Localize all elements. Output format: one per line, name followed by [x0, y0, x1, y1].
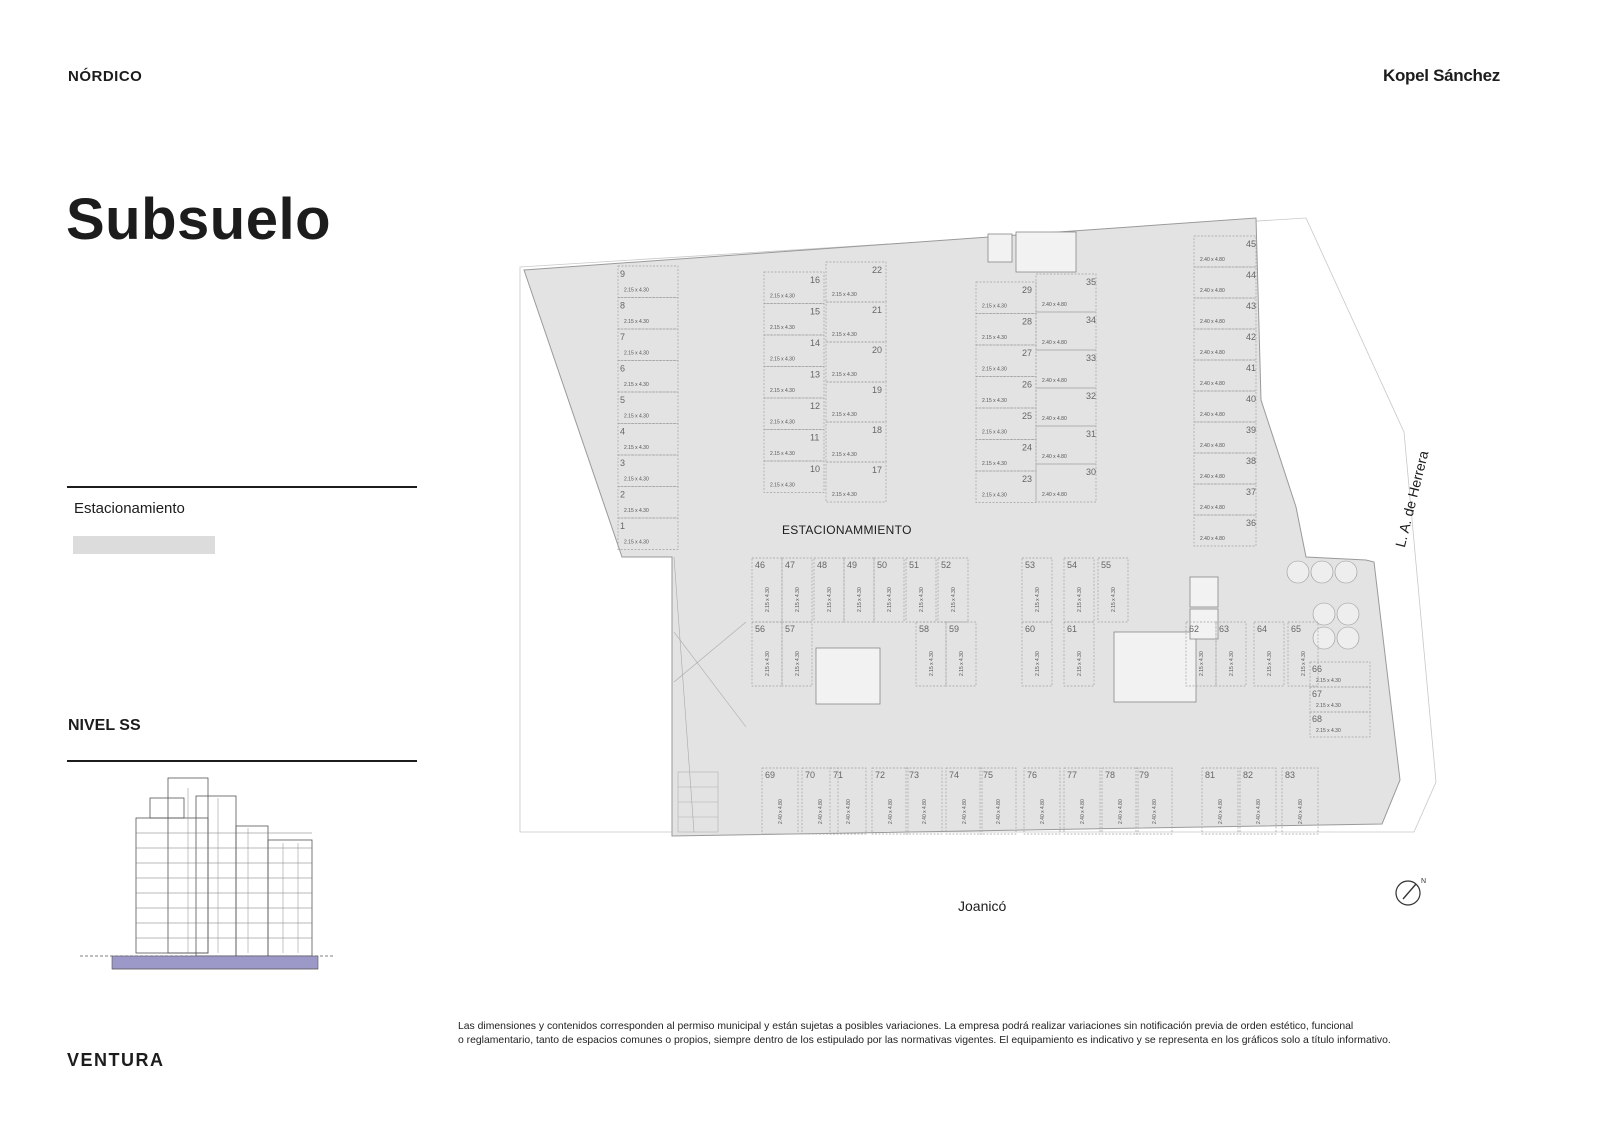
stall-number-76: 76 — [1027, 770, 1038, 780]
stall-dimension: 2.40 x 4.80 — [1200, 381, 1225, 387]
stall-number-68: 68 — [1312, 714, 1323, 724]
stall-number-56: 56 — [755, 624, 766, 634]
level-rule — [67, 760, 417, 762]
stall-dimension: 2.15 x 4.30 — [832, 492, 857, 498]
stall-dimension: 2.15 x 4.30 — [982, 366, 1007, 373]
stall-dimension: 2.15 x 4.30 — [624, 508, 649, 514]
stall-dimension: 2.15 x 4.30 — [770, 482, 795, 489]
parking-area — [524, 218, 1400, 836]
stall-number-38: 38 — [1246, 456, 1257, 466]
stall-dimension: 2.15 x 4.30 — [624, 539, 649, 546]
stall-number-48: 48 — [817, 560, 828, 570]
legend-swatch — [73, 536, 215, 554]
stall-number-45: 45 — [1246, 239, 1257, 249]
stall-dimension: 2.15 x 4.30 — [770, 325, 795, 331]
stall-number-64: 64 — [1257, 624, 1268, 634]
stall-dimension: 2.40 x 4.80 — [1200, 474, 1225, 480]
stall-number-2: 2 — [620, 489, 626, 500]
stall-number-10: 10 — [810, 464, 821, 474]
stall-number-53: 53 — [1025, 560, 1036, 570]
stall-dimension: 2.40 x 4.80 — [1152, 799, 1158, 824]
page-title: Subsuelo — [66, 187, 332, 252]
stall-number-28: 28 — [1022, 316, 1033, 327]
stall-number-73: 73 — [909, 770, 920, 780]
brand-kopel-sanchez-logo: Kopel Sánchez — [1382, 66, 1500, 85]
stall-number-74: 74 — [949, 770, 960, 780]
stall-dimension: 2.40 x 4.80 — [1040, 799, 1046, 824]
stall-number-11: 11 — [810, 432, 820, 443]
stall-dimension: 2.15 x 4.30 — [624, 319, 649, 325]
stall-number-63: 63 — [1219, 624, 1230, 634]
stall-number-25: 25 — [1022, 411, 1033, 421]
stall-number-72: 72 — [875, 770, 886, 780]
stall-number-34: 34 — [1086, 315, 1097, 325]
stall-number-19: 19 — [872, 385, 883, 395]
stall-dimension: 2.15 x 4.30 — [1077, 651, 1083, 676]
stall-dimension: 2.40 x 4.80 — [962, 799, 968, 824]
stall-number-62: 62 — [1189, 624, 1200, 634]
brand-ventura-logo: VENTURA — [67, 1050, 165, 1070]
stall-number-8: 8 — [620, 300, 626, 311]
stall-number-81: 81 — [1205, 770, 1216, 780]
stall-number-59: 59 — [949, 624, 960, 634]
stall-dimension: 2.40 x 4.80 — [1298, 799, 1304, 824]
stall-number-70: 70 — [805, 770, 816, 780]
stall-dimension: 2.40 x 4.80 — [846, 799, 852, 824]
stall-number-30: 30 — [1086, 467, 1097, 477]
building-section-drawing — [78, 768, 338, 978]
stall-dimension: 2.40 x 4.80 — [1042, 302, 1067, 308]
stall-dimension: 2.15 x 4.30 — [624, 350, 649, 357]
stall-dimension: 2.15 x 4.30 — [1077, 587, 1083, 612]
stall-dimension: 2.15 x 4.30 — [959, 651, 965, 676]
stall-number-40: 40 — [1246, 394, 1257, 404]
stall-dimension: 2.40 x 4.80 — [1200, 536, 1225, 542]
legend-label: Estacionamiento — [74, 500, 185, 517]
stall-number-51: 51 — [909, 560, 920, 570]
stall-dimension: 2.15 x 4.30 — [1316, 728, 1341, 734]
stall-dimension: 2.15 x 4.30 — [770, 388, 795, 394]
stall-dimension: 2.40 x 4.80 — [778, 799, 784, 824]
stall-number-33: 33 — [1086, 353, 1097, 363]
stall-number-54: 54 — [1067, 560, 1078, 570]
stall-dimension: 2.15 x 4.30 — [795, 651, 801, 676]
stall-dimension: 2.15 x 4.30 — [982, 492, 1007, 499]
street-label-herrera: L. A. de Herrera — [1392, 449, 1432, 549]
stall-number-65: 65 — [1291, 624, 1302, 634]
stall-dimension: 2.40 x 4.80 — [1200, 443, 1225, 449]
stall-number-22: 22 — [872, 265, 883, 275]
stair-core-east — [1114, 632, 1196, 702]
stall-dimension: 2.40 x 4.80 — [1042, 378, 1067, 384]
stall-dimension: 2.15 x 4.30 — [624, 445, 649, 451]
stall-number-57: 57 — [785, 624, 796, 634]
stall-number-66: 66 — [1312, 664, 1323, 674]
stall-dimension: 2.15 x 4.30 — [982, 461, 1007, 467]
stall-dimension: 2.15 x 4.30 — [982, 398, 1007, 404]
stall-number-61: 61 — [1067, 624, 1078, 634]
stall-dimension: 2.40 x 4.80 — [1042, 340, 1067, 346]
stall-number-46: 46 — [755, 560, 766, 570]
stall-dimension: 2.15 x 4.30 — [1301, 651, 1307, 676]
stall-number-77: 77 — [1067, 770, 1078, 780]
stall-dimension: 2.40 x 4.80 — [1200, 505, 1225, 511]
stall-number-52: 52 — [941, 560, 952, 570]
stall-number-26: 26 — [1022, 379, 1033, 390]
stall-dimension: 2.15 x 4.30 — [951, 587, 957, 612]
stall-number-3: 3 — [620, 458, 626, 468]
legend-top-rule — [67, 486, 417, 488]
stall-dimension: 2.40 x 4.80 — [1042, 492, 1067, 498]
stall-dimension: 2.40 x 4.80 — [1200, 257, 1225, 263]
stall-dimension: 2.15 x 4.30 — [982, 429, 1007, 436]
stall-number-78: 78 — [1105, 770, 1116, 780]
stall-number-67: 67 — [1312, 689, 1323, 699]
stall-number-4: 4 — [620, 426, 626, 437]
stall-number-43: 43 — [1246, 301, 1257, 311]
stall-number-58: 58 — [919, 624, 930, 634]
disclaimer-text — [458, 1020, 1538, 1048]
level-label: NIVEL SS — [68, 717, 141, 734]
stall-number-71: 71 — [833, 770, 844, 780]
street-label-joanico: Joanicó — [958, 898, 1007, 914]
stall-dimension: 2.15 x 4.30 — [982, 335, 1007, 341]
stall-dimension: 2.15 x 4.30 — [770, 293, 795, 300]
stall-number-82: 82 — [1243, 770, 1254, 780]
stall-number-29: 29 — [1022, 285, 1033, 295]
stall-number-14: 14 — [810, 338, 821, 348]
stall-number-41: 41 — [1246, 363, 1257, 373]
stall-number-15: 15 — [810, 306, 821, 317]
stall-number-5: 5 — [620, 395, 626, 405]
stall-number-36: 36 — [1246, 518, 1257, 528]
stall-number-32: 32 — [1086, 391, 1097, 401]
stall-dimension: 2.40 x 4.80 — [818, 799, 824, 824]
stall-number-35: 35 — [1086, 277, 1097, 287]
stall-dimension: 2.15 x 4.30 — [1199, 651, 1205, 676]
stall-number-39: 39 — [1246, 425, 1257, 435]
stall-dimension: 2.15 x 4.30 — [624, 476, 649, 483]
stall-dimension: 2.40 x 4.80 — [1200, 350, 1225, 356]
stall-dimension: 2.15 x 4.30 — [832, 412, 857, 418]
stall-dimension: 2.40 x 4.80 — [1256, 799, 1262, 824]
stall-dimension: 2.40 x 4.80 — [1200, 288, 1225, 294]
stall-number-69: 69 — [765, 770, 776, 780]
stall-dimension: 2.15 x 4.30 — [919, 587, 925, 612]
stall-dimension: 2.40 x 4.80 — [888, 799, 894, 824]
disclaimer-line-2: o reglamentario, tanto de espacios comunes o propios, siempre dentro de los estipulado por las normativas vigentes. El equipamiento es indicativo y se representa en los gráficos solo a título informativo. — [458, 1035, 1391, 1046]
stall-number-24: 24 — [1022, 442, 1033, 453]
stall-dimension: 2.15 x 4.30 — [982, 303, 1007, 310]
stall-dimension: 2.15 x 4.30 — [832, 452, 857, 458]
stall-dimension: 2.15 x 4.30 — [765, 587, 771, 612]
elevator-core — [988, 234, 1012, 262]
stall-number-1: 1 — [620, 521, 626, 531]
stall-dimension: 2.15 x 4.30 — [1316, 678, 1341, 684]
stall-dimension: 2.15 x 4.30 — [624, 287, 649, 294]
parking-zone-label: ESTACIONAMMIENTO — [782, 523, 912, 537]
stall-dimension: 2.40 x 4.80 — [1118, 799, 1124, 824]
stall-dimension: 2.40 x 4.80 — [996, 799, 1002, 824]
stall-dimension: 2.15 x 4.30 — [795, 587, 801, 612]
stall-number-27: 27 — [1022, 348, 1033, 358]
stall-dimension: 2.40 x 4.80 — [922, 799, 928, 824]
stair-core-west — [816, 648, 880, 704]
stall-dimension: 2.40 x 4.80 — [1218, 799, 1224, 824]
stall-dimension: 2.15 x 4.30 — [1229, 651, 1235, 676]
north-arrow-icon — [1396, 878, 1426, 905]
stall-dimension: 2.40 x 4.80 — [1042, 454, 1067, 460]
stall-number-75: 75 — [983, 770, 994, 780]
stall-dimension: 2.40 x 4.80 — [1080, 799, 1086, 824]
stall-dimension: 2.15 x 4.30 — [1035, 587, 1041, 612]
stall-dimension: 2.15 x 4.30 — [770, 419, 795, 426]
stall-dimension: 2.40 x 4.80 — [1200, 319, 1225, 325]
stall-number-17: 17 — [872, 465, 883, 475]
stall-number-7: 7 — [620, 332, 626, 342]
stall-number-21: 21 — [872, 305, 883, 315]
stall-number-83: 83 — [1285, 770, 1296, 780]
stall-number-44: 44 — [1246, 270, 1257, 280]
stall-number-47: 47 — [785, 560, 796, 570]
stall-dimension: 2.15 x 4.30 — [624, 413, 649, 420]
stall-number-23: 23 — [1022, 474, 1033, 484]
stall-dimension: 2.15 x 4.30 — [624, 382, 649, 388]
stall-dimension: 2.15 x 4.30 — [1316, 703, 1341, 709]
stall-dimension: 2.15 x 4.30 — [827, 587, 833, 612]
stall-dimension: 2.15 x 4.30 — [770, 451, 795, 457]
disclaimer-line-1: Las dimensiones y contenidos corresponden al permiso municipal y están sujetas a posibles variaciones. La empresa podrá realizar variaciones sin notificación previa de orden estético, funcional — [458, 1021, 1354, 1032]
stall-dimension: 2.40 x 4.80 — [1200, 412, 1225, 418]
stall-number-60: 60 — [1025, 624, 1036, 634]
stall-dimension: 2.15 x 4.30 — [1035, 651, 1041, 676]
stall-dimension: 2.15 x 4.30 — [832, 292, 857, 298]
stall-dimension: 2.15 x 4.30 — [832, 372, 857, 378]
stall-dimension: 2.15 x 4.30 — [832, 332, 857, 338]
stall-number-37: 37 — [1246, 487, 1257, 497]
stall-number-13: 13 — [810, 369, 821, 380]
stall-number-18: 18 — [872, 425, 883, 435]
stall-number-9: 9 — [620, 269, 626, 279]
stall-number-79: 79 — [1139, 770, 1150, 780]
elevator-east-1 — [1190, 577, 1218, 607]
floor-plan — [526, 212, 1438, 885]
stall-dimension: 2.15 x 4.30 — [770, 356, 795, 363]
brand-nordico-logo: NÓRDICO — [68, 68, 143, 85]
stall-number-12: 12 — [810, 401, 821, 411]
stall-number-49: 49 — [847, 560, 858, 570]
stall-number-55: 55 — [1101, 560, 1112, 570]
stall-number-16: 16 — [810, 275, 821, 285]
stall-number-50: 50 — [877, 560, 888, 570]
svg-text:N: N — [1421, 878, 1427, 885]
stair-core-north — [1016, 232, 1076, 272]
stall-number-6: 6 — [620, 363, 626, 374]
stall-number-20: 20 — [872, 345, 883, 355]
stall-dimension: 2.15 x 4.30 — [929, 651, 935, 676]
stall-dimension: 2.15 x 4.30 — [887, 587, 893, 612]
stall-number-31: 31 — [1086, 429, 1097, 439]
stall-dimension: 2.15 x 4.30 — [1267, 651, 1273, 676]
stall-dimension: 2.15 x 4.30 — [857, 587, 863, 612]
stall-dimension: 2.15 x 4.30 — [765, 651, 771, 676]
stall-dimension: 2.40 x 4.80 — [1042, 416, 1067, 422]
stall-dimension: 2.15 x 4.30 — [1111, 587, 1117, 612]
stall-number-42: 42 — [1246, 332, 1257, 342]
